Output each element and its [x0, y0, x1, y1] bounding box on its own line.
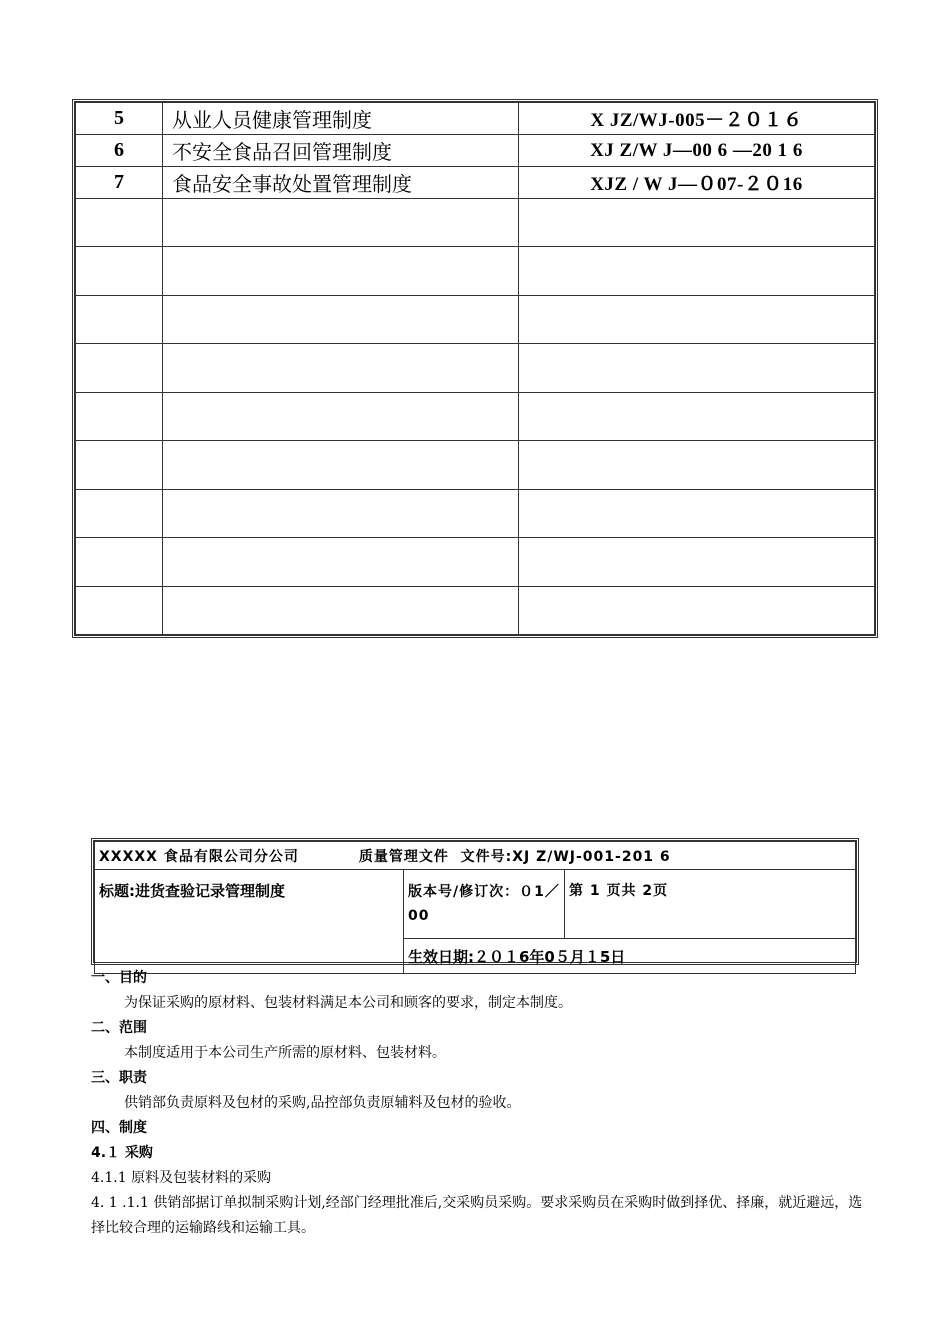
clause-text: 4. 1 .1.1 供销部据订单拟制采购计划,经部门经理批准后,交采购员采购。要求采购员在采购时做到择优、择廉，就近避远，选择比较合理的运输路线和运输工具。	[91, 1195, 863, 1236]
doc-title: 标题:进货查验记录管理制度	[95, 870, 404, 974]
empty-row	[76, 441, 875, 489]
doc-type: 质量管理文件	[358, 848, 449, 865]
empty-row	[76, 344, 875, 392]
document-code: X JZ/WJ-005－２０１６	[519, 103, 875, 135]
section-heading: 二、范围	[91, 1020, 147, 1036]
table-row	[76, 103, 875, 135]
section-heading: 四、制度	[91, 1120, 147, 1136]
regulation-name: 不安全食品召回管理制度	[163, 135, 519, 167]
empty-row	[76, 199, 875, 247]
empty-row	[76, 247, 875, 295]
regulation-name: 食品安全事故处置管理制度	[163, 167, 519, 199]
section-heading: 三、职责	[91, 1070, 147, 1086]
section-heading: 一、目的	[91, 970, 147, 986]
section-text: 本制度适用于本公司生产所需的原材料、包装材料。	[124, 1045, 446, 1061]
document-list-table	[72, 99, 878, 638]
empty-row	[76, 586, 875, 635]
empty-row	[76, 295, 875, 343]
empty-row	[76, 538, 875, 586]
table-row	[76, 135, 875, 167]
subsection-heading: 4.１ 采购	[91, 1145, 153, 1161]
regulation-name: 从业人员健康管理制度	[163, 103, 519, 135]
header-top-row	[95, 842, 856, 870]
page-number: 第 1 页共 2页	[565, 870, 856, 939]
row-number: 6	[76, 135, 163, 167]
row-number: 7	[76, 167, 163, 199]
document-code: XJ Z/W J—00 6 —20 1 6	[519, 135, 875, 167]
document-body	[91, 966, 866, 1241]
doc-number: 文件号:XJ Z/WJ-001-201 6	[460, 848, 671, 865]
section-text: 供销部负责原料及包材的采购,品控部负责原辅料及包材的验收。	[124, 1095, 521, 1111]
effective-date: 生效日期:２０１6年0５月１5日	[404, 939, 856, 974]
section-text: 为保证采购的原材料、包装材料满足本公司和顾客的要求，制定本制度。	[124, 995, 572, 1011]
document-code: XJZ / W J—０07-２０16	[519, 167, 875, 199]
document-header	[91, 838, 859, 965]
empty-row	[76, 392, 875, 440]
empty-row	[76, 489, 875, 537]
clause-text: 4.1.1 原料及包装材料的采购	[91, 1170, 272, 1186]
version-number: 版本号/修订次：０1／00	[404, 870, 565, 939]
company-name: XXXXX 食品有限公司分公司	[99, 848, 299, 865]
table-row	[76, 167, 875, 199]
row-number: 5	[76, 103, 163, 135]
